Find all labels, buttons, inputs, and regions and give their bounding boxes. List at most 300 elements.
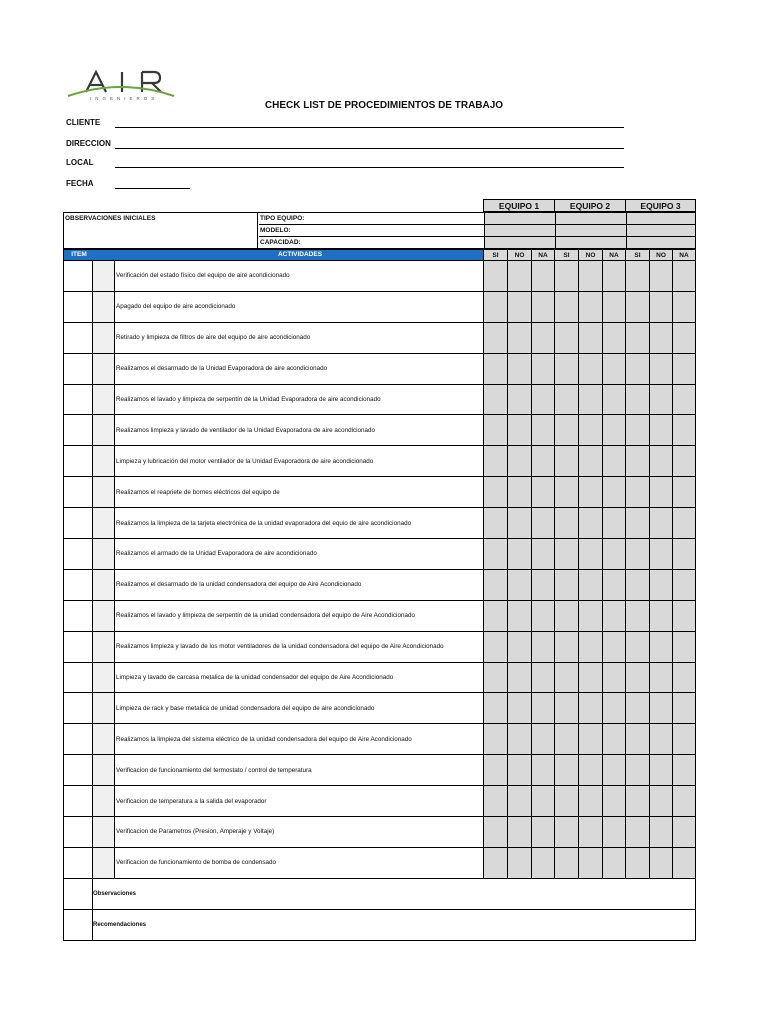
equipo-3-na-checkbox[interactable]: [672, 508, 696, 538]
equipo-1-na-checkbox[interactable]: [531, 601, 554, 631]
spacer-cell: [93, 508, 115, 538]
equipo-1-na-checkbox[interactable]: [531, 570, 554, 600]
direccion-line[interactable]: [115, 148, 624, 149]
table-row: [63, 663, 696, 694]
equipo-1-si-checkbox[interactable]: [483, 632, 507, 662]
equipo-3-na-checkbox[interactable]: [672, 415, 696, 445]
recomendaciones-row[interactable]: [63, 910, 696, 941]
equipo-3-no-checkbox[interactable]: [649, 292, 672, 322]
equipo-2-si-checkbox[interactable]: [554, 755, 578, 785]
equipo-2-na-checkbox[interactable]: [602, 848, 625, 878]
equipo-1-no-checkbox[interactable]: [507, 446, 531, 476]
equipo-1-tipo-cell[interactable]: [484, 213, 555, 225]
equipo-2-si-checkbox[interactable]: [554, 323, 578, 353]
logo-tagline: INGENIEROS: [90, 96, 159, 101]
equipo-2-si-checkbox[interactable]: [554, 415, 578, 445]
equipo-2-no-checkbox[interactable]: [578, 755, 602, 785]
equipo-3-si-checkbox[interactable]: [625, 601, 649, 631]
equipo-2-si-checkbox[interactable]: [554, 477, 578, 507]
equipo-3-si-checkbox[interactable]: [625, 385, 649, 415]
activity-text: Realizamos limpieza y lavado de ventilador de la Unidad Evaporadora de aire acondicionado: [116, 426, 376, 434]
item-cell: [63, 910, 93, 940]
equipo-1-na-checkbox[interactable]: [531, 385, 554, 415]
equipo-2-na-checkbox[interactable]: [602, 415, 625, 445]
equipo-2-na-checkbox[interactable]: [602, 539, 625, 569]
equipo-2-no-checkbox[interactable]: [578, 601, 602, 631]
equipo-3-no-checkbox[interactable]: [649, 477, 672, 507]
equipo-1-na-checkbox[interactable]: [531, 786, 554, 816]
table-row: [63, 632, 696, 663]
cliente-line[interactable]: [115, 127, 624, 128]
item-cell[interactable]: [63, 601, 93, 631]
equipo-2-no-checkbox[interactable]: [578, 354, 602, 384]
equipo-1-no-checkbox[interactable]: [507, 817, 531, 847]
row-right-border: [695, 261, 696, 291]
equipo-1-no-checkbox[interactable]: [507, 385, 531, 415]
equipo-1-si-checkbox[interactable]: [483, 693, 507, 723]
equipo-2-si-checkbox[interactable]: [554, 817, 578, 847]
spacer-cell: [93, 570, 115, 600]
equipo-1-si-checkbox[interactable]: [483, 817, 507, 847]
item-cell[interactable]: [63, 817, 93, 847]
equipo-2-na-checkbox[interactable]: [602, 354, 625, 384]
item-header: ITEM: [71, 251, 87, 258]
table-row: [63, 817, 696, 848]
equipo-2-si-checkbox[interactable]: [554, 354, 578, 384]
equipo-1-no-checkbox[interactable]: [507, 601, 531, 631]
activity-text: Realizamos el desarmado de la unidad condensadora del equipo de Aire Acondicionado: [116, 581, 362, 589]
equipo-1-no-checkbox[interactable]: [507, 632, 531, 662]
spacer-cell: [93, 415, 115, 445]
row-right-border: [695, 477, 696, 507]
equipo-3-si-checkbox[interactable]: [625, 477, 649, 507]
item-cell[interactable]: [63, 508, 93, 538]
item-cell[interactable]: [63, 539, 93, 569]
equipo-3-na-checkbox[interactable]: [672, 724, 696, 754]
equipo-1-si-checkbox[interactable]: [483, 261, 507, 291]
equipo-2-na-checkbox[interactable]: [602, 817, 625, 847]
equipo-3-si-checkbox[interactable]: [625, 415, 649, 445]
equipo-1-no-checkbox[interactable]: [507, 415, 531, 445]
equipo-1-na-checkbox[interactable]: [531, 755, 554, 785]
equipo-2-na-checkbox[interactable]: [602, 724, 625, 754]
equipo-2-no-checkbox[interactable]: [578, 539, 602, 569]
activity-text: Limpieza y lavado de carcasa metalica de la unidad condensador del equipo de Aire Acondicionado: [116, 674, 394, 682]
equipo-2-na-checkbox[interactable]: [602, 755, 625, 785]
equipo-2-si-checkbox[interactable]: [554, 848, 578, 878]
equipo-1-na-checkbox[interactable]: [531, 632, 554, 662]
table-row: [63, 724, 696, 755]
equipo-1-si-checkbox[interactable]: [483, 354, 507, 384]
item-cell[interactable]: [63, 415, 93, 445]
equipo-1-header: EQUIPO 1: [483, 199, 555, 212]
equipo-2-si-checkbox[interactable]: [554, 385, 578, 415]
equipo-2-na-checkbox[interactable]: [602, 663, 625, 693]
row-right-border: [695, 786, 696, 816]
equipo-3-no-checkbox[interactable]: [649, 539, 672, 569]
equipo-2-no-checkbox[interactable]: [578, 848, 602, 878]
equipo-3-si-checkbox[interactable]: [625, 693, 649, 723]
spacer-cell: [93, 755, 115, 785]
equipo-1-no-checkbox[interactable]: [507, 508, 531, 538]
equipo-2-si-checkbox[interactable]: [554, 539, 578, 569]
equipo-2-no-checkbox[interactable]: [578, 508, 602, 538]
equipo-2-si-checkbox[interactable]: [554, 292, 578, 322]
equipo-3-na-checkbox[interactable]: [672, 848, 696, 878]
equipo-3-no-checkbox[interactable]: [649, 755, 672, 785]
equipo-3-no-checkbox[interactable]: [649, 508, 672, 538]
observaciones-row[interactable]: [63, 879, 696, 910]
equipo-2-na-checkbox[interactable]: [602, 693, 625, 723]
equipo-3-no-checkbox[interactable]: [649, 663, 672, 693]
row-right-border: [695, 415, 696, 445]
row-right-border: [695, 910, 696, 940]
equipo-1-na-checkbox[interactable]: [531, 539, 554, 569]
equipo-3-na-checkbox[interactable]: [672, 786, 696, 816]
equipo-3-si-checkbox[interactable]: [625, 663, 649, 693]
equipo-1-na-checkbox[interactable]: [531, 693, 554, 723]
table-row: [63, 570, 696, 601]
equipo-1-na-checkbox[interactable]: [531, 663, 554, 693]
spacer-cell: [93, 663, 115, 693]
equipo-3-no-checkbox[interactable]: [649, 724, 672, 754]
row-right-border: [695, 570, 696, 600]
equipo-2-na-checkbox[interactable]: [602, 446, 625, 476]
item-cell[interactable]: [63, 477, 93, 507]
equipo-3-si-checkbox[interactable]: [625, 786, 649, 816]
item-cell[interactable]: [63, 724, 93, 754]
equipo-1-no-checkbox[interactable]: [507, 663, 531, 693]
item-cell[interactable]: [63, 632, 93, 662]
equipo-2-no-checkbox[interactable]: [578, 724, 602, 754]
activities-table: [63, 261, 696, 941]
table-row: [63, 261, 696, 292]
equipo-1-no-checkbox[interactable]: [507, 292, 531, 322]
equipo-3-na-checkbox[interactable]: [672, 539, 696, 569]
equipo-1-si-checkbox[interactable]: [483, 570, 507, 600]
equipo-2-na-checkbox[interactable]: [602, 786, 625, 816]
equipo-3-na-checkbox[interactable]: [672, 817, 696, 847]
activity-text: Realizamos el lavado y limpieza de serpentín de la Unidad Evaporadora de aire acondicionado: [116, 396, 381, 403]
equipo-3-si-checkbox[interactable]: [625, 539, 649, 569]
equipo-3-si-checkbox[interactable]: [625, 817, 649, 847]
equipo-3-na-checkbox[interactable]: [672, 663, 696, 693]
equipo-3-no-checkbox[interactable]: [649, 601, 672, 631]
equipo-3-si-checkbox[interactable]: [625, 261, 649, 291]
activity-text: Verificacion de temperatura a la salida del evaporador: [116, 797, 267, 805]
equipo-2-no-checkbox[interactable]: [578, 415, 602, 445]
equipo-2-na-checkbox[interactable]: [602, 261, 625, 291]
equipo-3-na-checkbox[interactable]: [672, 601, 696, 631]
row-right-border: [695, 385, 696, 415]
spacer-cell: [93, 693, 115, 723]
equipo-3-na-checkbox[interactable]: [672, 261, 696, 291]
row-right-border: [695, 693, 696, 723]
equipo-3-si-checkbox[interactable]: [625, 354, 649, 384]
equipo-1-si-checkbox[interactable]: [483, 724, 507, 754]
equipo-1-si-checkbox[interactable]: [483, 601, 507, 631]
item-cell[interactable]: [63, 292, 93, 322]
equipo-3-na-checkbox[interactable]: [672, 385, 696, 415]
equipo-2-si-checkbox[interactable]: [554, 261, 578, 291]
item-cell: [63, 879, 93, 909]
equipo-2-no-checkbox[interactable]: [578, 261, 602, 291]
equipo-3-si-checkbox[interactable]: [625, 755, 649, 785]
equipo-2-si-checkbox[interactable]: [554, 570, 578, 600]
equipo-1-no-checkbox[interactable]: [507, 477, 531, 507]
observaciones-iniciales-label: OBSERVACIONES INICIALES: [64, 213, 258, 248]
equipo-1-no-checkbox[interactable]: [507, 786, 531, 816]
equipo-1-no-checkbox[interactable]: [507, 570, 531, 600]
equipo-3-si-checkbox[interactable]: [625, 848, 649, 878]
equipo-2-si-checkbox[interactable]: [554, 601, 578, 631]
equipo-1-no-header: NO: [507, 249, 531, 261]
equipo-2-capacidad-cell[interactable]: [555, 237, 626, 248]
equipo-1-na-checkbox[interactable]: [531, 848, 554, 878]
equipo-3-no-checkbox[interactable]: [649, 323, 672, 353]
activity-text: Realizamos el reapriete de bornes eléctricos del equipo de: [116, 488, 280, 496]
equipo-1-no-checkbox[interactable]: [507, 539, 531, 569]
equipo-1-na-checkbox[interactable]: [531, 323, 554, 353]
equipo-3-si-checkbox[interactable]: [625, 632, 649, 662]
equipo-2-no-checkbox[interactable]: [578, 663, 602, 693]
activity-text: Realizamos el lavado y limpieza de serpentín de la unidad condensadora del equipo de Aire Acondicionado: [116, 612, 415, 620]
equipo-3-si-checkbox[interactable]: [625, 508, 649, 538]
equipo-3-na-checkbox[interactable]: [672, 632, 696, 662]
equipo-1-si-checkbox[interactable]: [483, 385, 507, 415]
equipo-1-si-checkbox[interactable]: [483, 508, 507, 538]
equipo-3-na-checkbox[interactable]: [672, 354, 696, 384]
item-cell[interactable]: [63, 446, 93, 476]
equipo-2-no-checkbox[interactable]: [578, 323, 602, 353]
cliente-label: CLIENTE: [66, 118, 101, 127]
equipo-3-header: EQUIPO 3: [625, 199, 696, 212]
equipo-3-na-header: NA: [672, 249, 696, 261]
table-row: [63, 508, 696, 539]
equipo-3-si-checkbox[interactable]: [625, 724, 649, 754]
equipo-1-na-checkbox[interactable]: [531, 261, 554, 291]
direccion-label: DIRECCION: [66, 139, 111, 148]
activity-text: Realizamos la limpieza de la tarjeta electrónica de la unidad evaporadora del equio de aire acondicionado: [116, 519, 412, 527]
table-row: [63, 755, 696, 786]
equipo-1-na-checkbox[interactable]: [531, 477, 554, 507]
equipo-1-si-checkbox[interactable]: [483, 755, 507, 785]
equipo-1-si-checkbox[interactable]: [483, 539, 507, 569]
equipo-2-no-checkbox[interactable]: [578, 786, 602, 816]
equipo-1-capacidad-cell[interactable]: [484, 237, 555, 248]
table-row: [63, 477, 696, 508]
equipo-3-na-checkbox[interactable]: [672, 755, 696, 785]
equipo-1-no-checkbox[interactable]: [507, 693, 531, 723]
activity-text: Verificacion de funcionamiento del termostato / control de temperatura: [116, 766, 312, 774]
equipo-2-header: EQUIPO 2: [554, 199, 626, 212]
row-right-border: [695, 508, 696, 538]
row-right-border: [695, 601, 696, 631]
equipo-3-no-checkbox[interactable]: [649, 817, 672, 847]
equipo-1-si-checkbox[interactable]: [483, 446, 507, 476]
spacer-cell: [93, 292, 115, 322]
equipo-2-no-checkbox[interactable]: [578, 292, 602, 322]
equipo-3-no-checkbox[interactable]: [649, 415, 672, 445]
item-cell[interactable]: [63, 570, 93, 600]
equipo-2-si-checkbox[interactable]: [554, 632, 578, 662]
equipo-3-capacidad-cell[interactable]: [626, 237, 695, 248]
equipo-1-na-checkbox[interactable]: [531, 724, 554, 754]
activity-text: Retirado y limpieza de filtros de aire del equipo de aire acondicionado: [116, 334, 311, 342]
equipo-1-no-checkbox[interactable]: [507, 724, 531, 754]
item-cell[interactable]: [63, 354, 93, 384]
row-right-border: [695, 663, 696, 693]
equipo-1-na-checkbox[interactable]: [531, 446, 554, 476]
equipo-2-na-checkbox[interactable]: [602, 601, 625, 631]
activity-text: Verificacion de Parametros (Presion, Amperaje y Voltaje): [116, 828, 275, 836]
equipo-3-si-checkbox[interactable]: [625, 323, 649, 353]
equipo-1-si-checkbox[interactable]: [483, 415, 507, 445]
equipo-1-si-checkbox[interactable]: [483, 848, 507, 878]
recomendaciones-label: Recomendaciones: [93, 921, 147, 928]
equipo-3-si-checkbox[interactable]: [625, 446, 649, 476]
equipo-2-no-checkbox[interactable]: [578, 693, 602, 723]
row-right-border: [695, 724, 696, 754]
activity-text: Realizamos limpieza y lavado de los motor ventiladores de la unidad condensadora del equipo de Aire Acondicionado: [116, 643, 444, 651]
equipo-2-no-checkbox[interactable]: [578, 477, 602, 507]
equipo-3-na-checkbox[interactable]: [672, 292, 696, 322]
equipo-2-si-checkbox[interactable]: [554, 786, 578, 816]
equipo-2-si-checkbox[interactable]: [554, 446, 578, 476]
equipo-1-na-checkbox[interactable]: [531, 292, 554, 322]
activity-text: Realizamos el desarmado de la Unidad Evaporadora de aire acondicionado: [116, 365, 328, 373]
equipo-3-no-checkbox[interactable]: [649, 385, 672, 415]
modelo-label: MODELO:: [259, 225, 484, 237]
row-right-border: [695, 323, 696, 353]
equipo-2-na-checkbox[interactable]: [602, 508, 625, 538]
equipo-1-na-header: NA: [531, 249, 554, 261]
equipo-1-no-checkbox[interactable]: [507, 323, 531, 353]
equipo-3-modelo-cell[interactable]: [626, 225, 695, 237]
equipo-2-na-checkbox[interactable]: [602, 385, 625, 415]
equipo-2-modelo-cell[interactable]: [555, 225, 626, 237]
equipo-3-no-checkbox[interactable]: [649, 693, 672, 723]
spacer-cell: [93, 539, 115, 569]
equipo-3-no-checkbox[interactable]: [649, 354, 672, 384]
equipo-3-na-checkbox[interactable]: [672, 477, 696, 507]
equipo-3-si-header: SI: [625, 249, 649, 261]
equipo-3-si-checkbox[interactable]: [625, 292, 649, 322]
spacer-cell: [93, 385, 115, 415]
equipo-3-no-checkbox[interactable]: [649, 570, 672, 600]
row-right-border: [695, 539, 696, 569]
local-line[interactable]: [115, 167, 624, 168]
equipo-2-si-checkbox[interactable]: [554, 508, 578, 538]
equipo-2-no-checkbox[interactable]: [578, 632, 602, 662]
fecha-line[interactable]: [115, 188, 190, 189]
item-cell[interactable]: [63, 786, 93, 816]
page-title: CHECK LIST DE PROCEDIMIENTOS DE TRABAJO: [264, 100, 504, 111]
equipo-2-na-checkbox[interactable]: [602, 570, 625, 600]
equipo-3-no-header: NO: [649, 249, 672, 261]
item-cell[interactable]: [63, 385, 93, 415]
activity-text: Limpieza de rack y base metalica de unidad condensadora del equipo de aire acondicionado: [116, 704, 375, 712]
item-cell[interactable]: [63, 755, 93, 785]
equipo-2-si-checkbox[interactable]: [554, 663, 578, 693]
spacer-cell: [93, 354, 115, 384]
item-cell[interactable]: [63, 848, 93, 878]
equipo-2-no-checkbox[interactable]: [578, 570, 602, 600]
equipo-1-si-checkbox[interactable]: [483, 786, 507, 816]
equipo-2-no-checkbox[interactable]: [578, 385, 602, 415]
spacer-cell: [93, 817, 115, 847]
spacer-cell: [93, 446, 115, 476]
equipo-2-na-checkbox[interactable]: [602, 292, 625, 322]
equipo-1-si-checkbox[interactable]: [483, 323, 507, 353]
equipo-3-no-checkbox[interactable]: [649, 261, 672, 291]
equipo-2-tipo-cell[interactable]: [555, 213, 626, 225]
equipo-2-si-checkbox[interactable]: [554, 693, 578, 723]
item-cell[interactable]: [63, 261, 93, 291]
activity-text: Verificación del estado físico del equipo de aire acondicionado: [116, 272, 290, 280]
item-cell[interactable]: [63, 693, 93, 723]
equipo-2-na-checkbox[interactable]: [602, 632, 625, 662]
table-row: [63, 848, 696, 879]
equipo-3-na-checkbox[interactable]: [672, 570, 696, 600]
item-cell[interactable]: [63, 663, 93, 693]
equipo-1-modelo-cell[interactable]: [484, 225, 555, 237]
row-right-border: [695, 755, 696, 785]
row-right-border: [695, 354, 696, 384]
activity-text: Limpieza y lubricación del motor ventilador de la Unidad Evaporadora de aire acondicionado: [116, 457, 374, 465]
equipo-3-no-checkbox[interactable]: [649, 848, 672, 878]
equipo-2-si-checkbox[interactable]: [554, 724, 578, 754]
equipo-1-si-header: SI: [483, 249, 507, 261]
table-row: [63, 446, 696, 477]
equipo-3-na-checkbox[interactable]: [672, 693, 696, 723]
spacer-cell: [93, 601, 115, 631]
equipo-1-si-checkbox[interactable]: [483, 663, 507, 693]
equipo-3-si-checkbox[interactable]: [625, 570, 649, 600]
equipo-1-no-checkbox[interactable]: [507, 261, 531, 291]
row-right-border: [695, 817, 696, 847]
equipo-3-na-checkbox[interactable]: [672, 446, 696, 476]
equipo-1-na-checkbox[interactable]: [531, 508, 554, 538]
equipo-2-na-checkbox[interactable]: [602, 477, 625, 507]
equipo-2-no-checkbox[interactable]: [578, 817, 602, 847]
local-label: LOCAL: [66, 158, 94, 167]
equipo-3-no-checkbox[interactable]: [649, 786, 672, 816]
item-cell[interactable]: [63, 323, 93, 353]
equipo-1-si-checkbox[interactable]: [483, 477, 507, 507]
equipo-1-na-checkbox[interactable]: [531, 354, 554, 384]
spacer-cell: [93, 632, 115, 662]
equipo-3-tipo-cell[interactable]: [626, 213, 695, 225]
equipo-1-si-checkbox[interactable]: [483, 292, 507, 322]
equipo-3-na-checkbox[interactable]: [672, 323, 696, 353]
equipo-2-no-checkbox[interactable]: [578, 446, 602, 476]
equipo-1-na-checkbox[interactable]: [531, 415, 554, 445]
equipo-3-no-checkbox[interactable]: [649, 446, 672, 476]
table-row: [63, 786, 696, 817]
equipo-1-no-checkbox[interactable]: [507, 755, 531, 785]
equipo-2-na-checkbox[interactable]: [602, 323, 625, 353]
equipo-1-no-checkbox[interactable]: [507, 848, 531, 878]
equipo-3-no-checkbox[interactable]: [649, 632, 672, 662]
activity-text: Realizamos el armado de la Unidad Evaporadora de aire acondicionado: [116, 550, 317, 558]
row-right-border: [695, 446, 696, 476]
spacer-cell: [93, 323, 115, 353]
activity-text: Verificacion de funcionamiento de bomba de condensado: [116, 859, 276, 867]
equipo-1-na-checkbox[interactable]: [531, 817, 554, 847]
fecha-label: FECHA: [66, 179, 94, 188]
equipo-1-no-checkbox[interactable]: [507, 354, 531, 384]
